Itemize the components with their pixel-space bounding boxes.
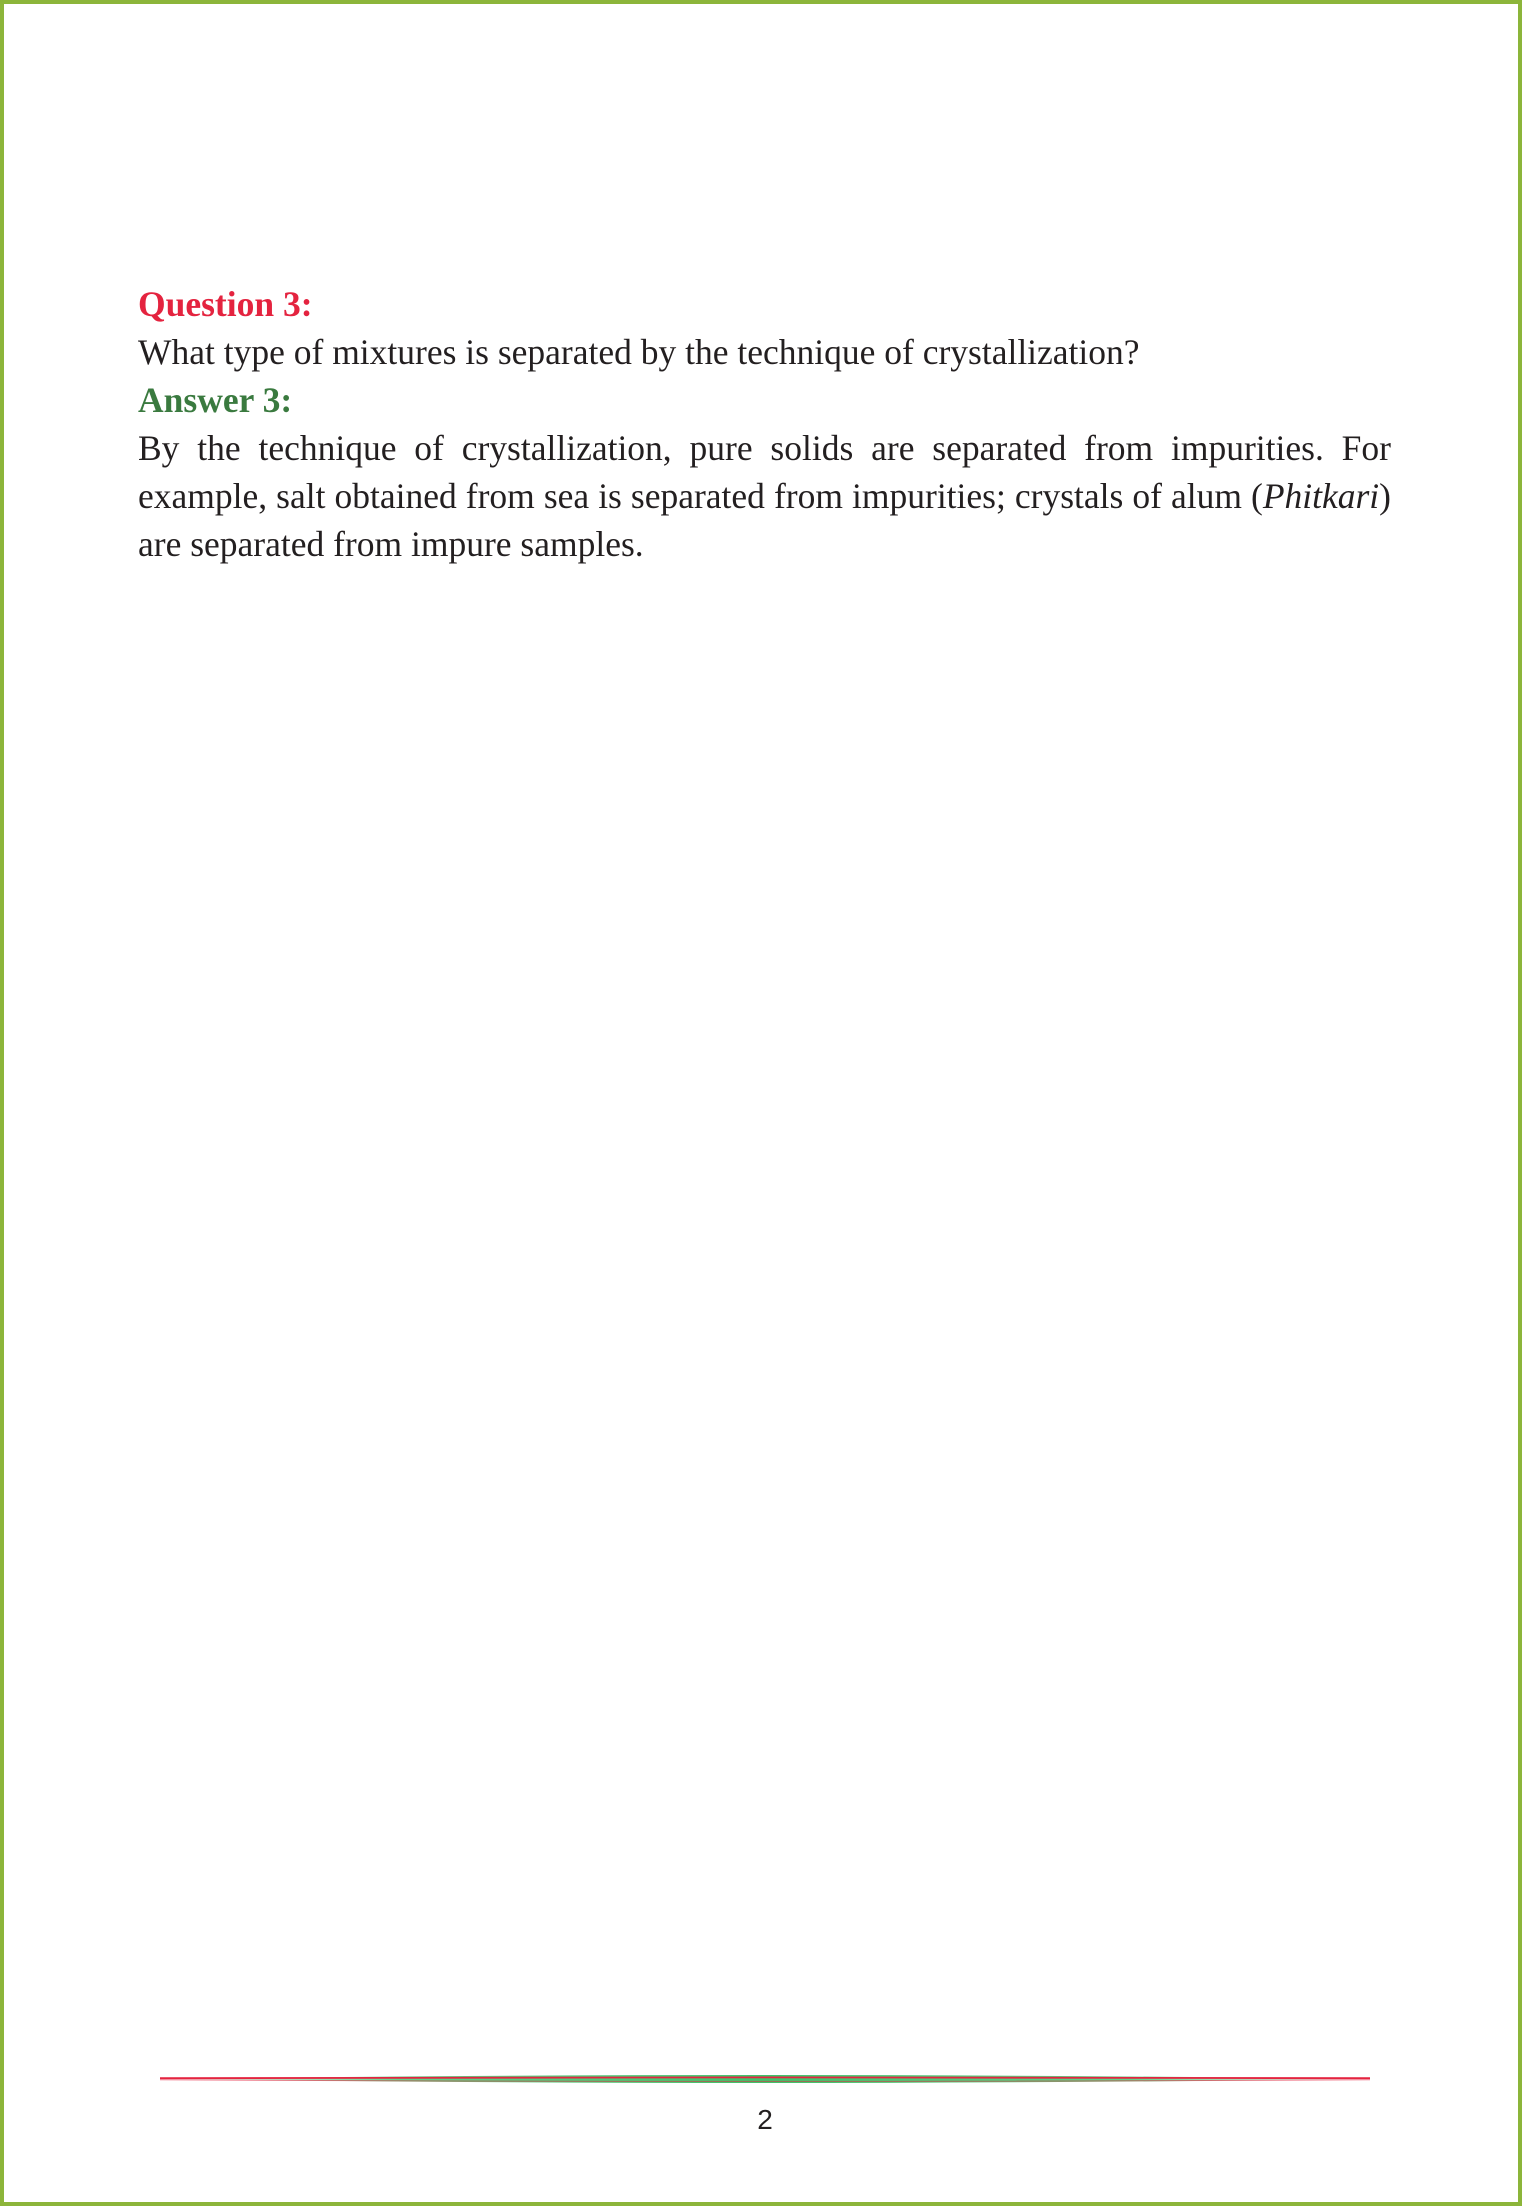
answer-text-part1: By the technique of crystallization, pure solids are separated from impurities. For example, salt obtained from sea is separated from impurities; crystals of alum ( bbox=[138, 428, 1391, 516]
question-heading: Question 3: bbox=[138, 284, 313, 324]
qa-content bbox=[138, 280, 1391, 568]
footer-divider bbox=[160, 2074, 1370, 2086]
page-number: 2 bbox=[757, 2104, 773, 2135]
answer-italic-term: Phitkari bbox=[1262, 476, 1380, 516]
question-text: What type of mixtures is separated by the technique of crystallization? bbox=[138, 332, 1140, 372]
answer-text-part2: ) are separated from impure samples. bbox=[138, 476, 1391, 564]
answer-text bbox=[138, 424, 1391, 568]
answer-heading: Answer 3: bbox=[138, 380, 293, 420]
